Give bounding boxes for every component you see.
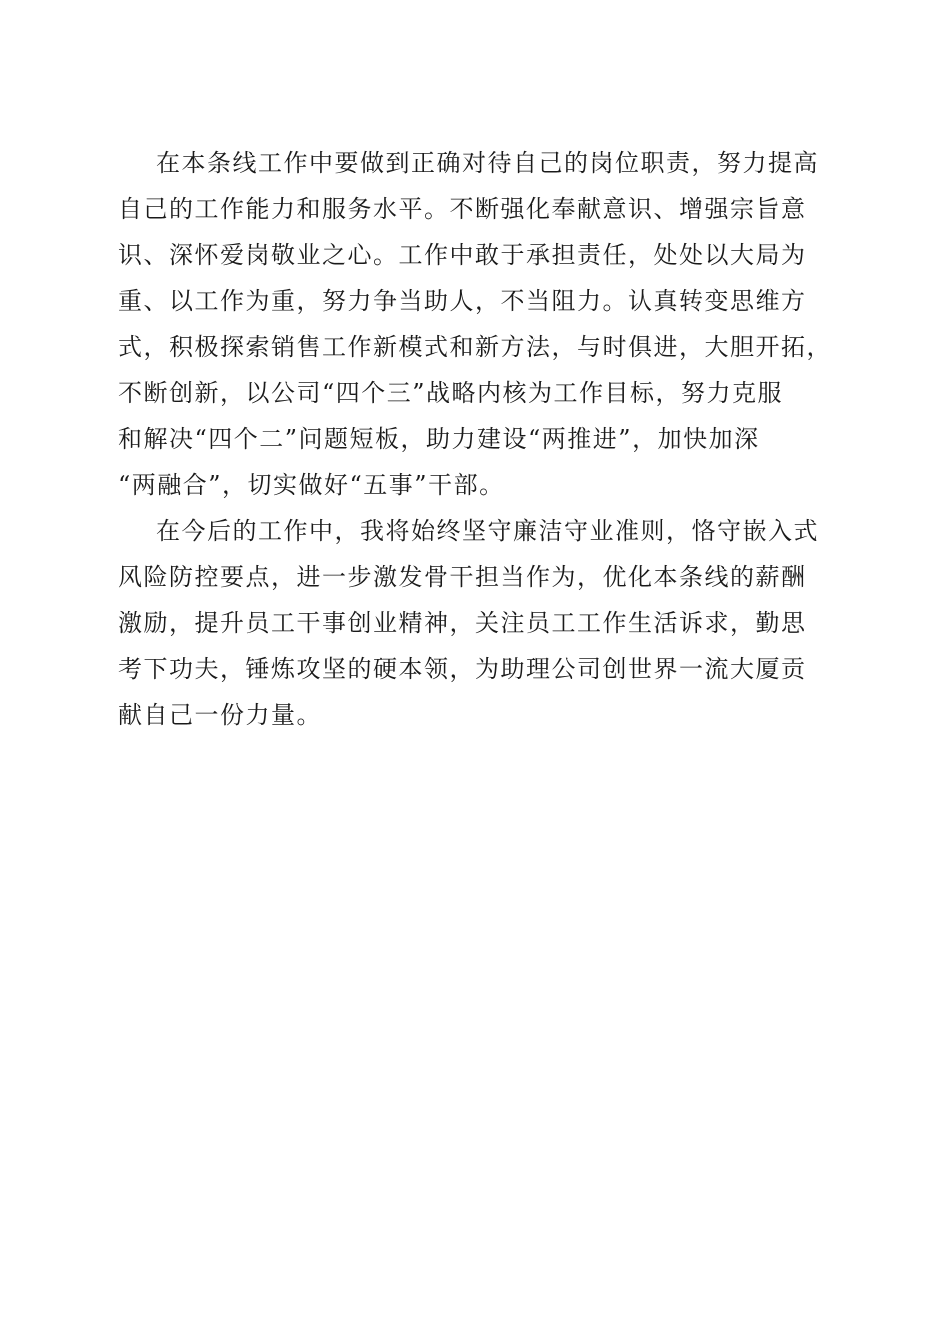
text-line: 识、深怀爱岗敬业之心。工作中敢于承担责任，处处以大局为 [118,241,807,269]
text-line: 风险防控要点，进一步激发骨干担当作为，优化本条线的薪酬 [118,563,807,591]
text-line: 激励，提升员工干事创业精神，关注员工工作生活诉求，勤思 [118,609,807,637]
text-line: 不断创新，以公司“四个三”战略内核为工作目标，努力克服 [118,379,784,407]
text-line: 式，积极探索销售工作新模式和新方法，与时俱进，大胆开拓， [118,333,832,361]
text-line: “两融合”，切实做好“五事”干部。 [118,471,505,499]
text-line: 重、以工作为重，努力争当助人，不当阻力。认真转变思维方 [118,287,807,315]
text-line: 和解决“四个二”问题短板，助力建设“两推进”，加快加深 [118,425,760,453]
document-body [118,140,838,738]
text-line: 在本条线工作中要做到正确对待自己的岗位职责，努力提高 [156,149,819,177]
paragraph-2 [118,508,838,738]
text-line: 献自己一份力量。 [118,701,322,729]
text-line: 考下功夫，锤炼攻坚的硬本领，为助理公司创世界一流大厦贡 [118,655,807,683]
text-line: 在今后的工作中，我将始终坚守廉洁守业准则，恪守嵌入式 [156,517,819,545]
paragraph-1 [118,140,838,508]
text-line: 自己的工作能力和服务水平。不断强化奉献意识、增强宗旨意 [118,195,807,223]
